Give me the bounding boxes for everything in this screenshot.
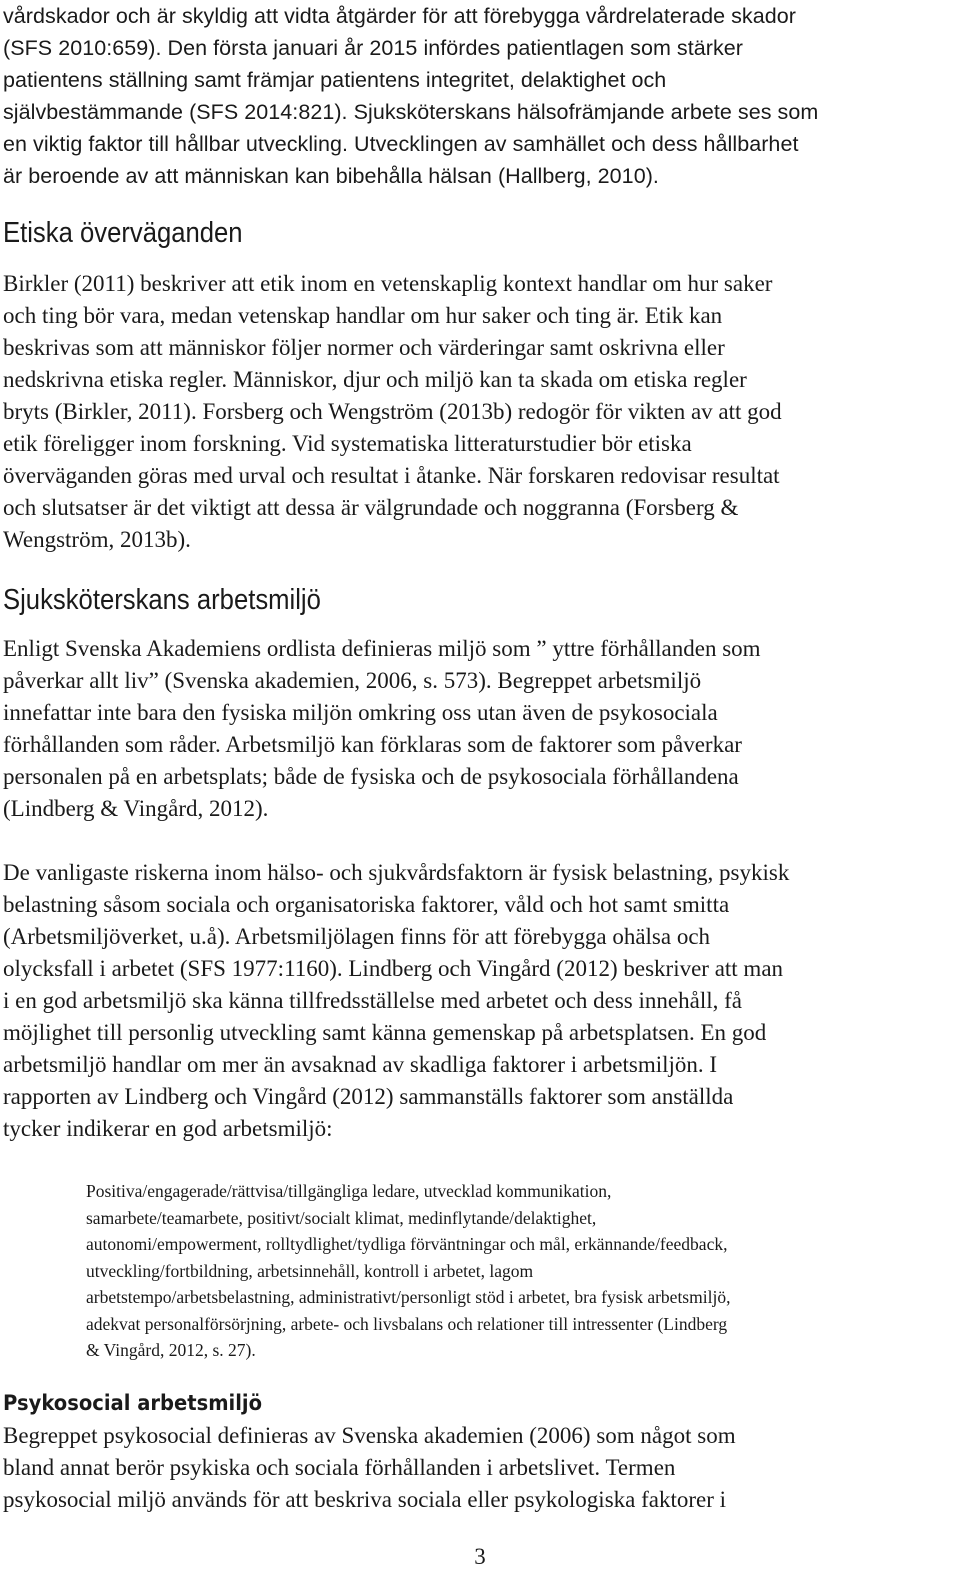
quote-line: adekvat personalförsörjning, arbete- och livsbalans och relationer till intressenter (Lindberg xyxy=(86,1313,728,1334)
quote-line: utveckling/fortbildning, arbetsinnehåll, kontroll i arbetet, lagom xyxy=(86,1260,534,1281)
work-environment-line: påverkar allt liv” (Svenska akademien, 2006, s. 573). Begreppet arbetsmiljö xyxy=(3,668,702,693)
psychosocial-line: bland annat berör psykiska och sociala förhållanden i arbetslivet. Termen xyxy=(3,1455,676,1480)
work-environment-line: möjlighet till personlig utveckling samt känna gemenskap på arbetsplatsen. En god xyxy=(3,1020,767,1045)
work-environment-line: De vanligaste riskerna inom hälso- och sjukvårdsfaktorn är fysisk belastning, psykisk xyxy=(3,860,790,885)
ethics-line: etik föreligger inom forskning. Vid systematiska litteraturstudier bör etiska xyxy=(3,431,692,456)
intro-line: (SFS 2010:659). Den första januari år 2015 infördes patientlagen som stärker xyxy=(3,36,743,60)
intro-paragraph xyxy=(3,0,955,192)
work-environment-line: arbetsmiljö handlar om mer än avsaknad av skadliga faktorer i arbetsmiljön. I xyxy=(3,1052,718,1077)
section-heading-work-environment: Sjuksköterskans arbetsmiljö xyxy=(3,584,321,616)
quote-line: autonomi/empowerment, rolltydlighet/tydliga förväntningar och mål, erkännande/feedback, xyxy=(86,1234,728,1254)
intro-line: vårdskador och är skyldig att vidta åtgärder för att förebygga vårdrelaterade skador xyxy=(3,4,796,28)
ethics-line: Wengström, 2013b). xyxy=(3,527,191,552)
work-environment-line: olycksfall i arbetet (SFS 1977:1160). Lindberg och Vingård (2012) beskriver att man xyxy=(3,956,784,981)
ethics-line: nedskrivna etiska regler. Människor, djur och miljö kan ta skada om etiska regler xyxy=(3,367,747,392)
work-environment-line: personalen på en arbetsplats; både de fysiska och de psykosociala förhållandena xyxy=(3,764,739,789)
work-environment-paragraph-2 xyxy=(3,857,955,1145)
block-quote xyxy=(86,1178,954,1364)
intro-line: är beroende av att människan kan bibehålla hälsan (Hallberg, 2010). xyxy=(3,164,659,188)
ethics-line: beskrivas som att människor följer normer och värderingar samt oskrivna eller xyxy=(3,335,725,360)
intro-line: en viktig faktor till hållbar utveckling. Utvecklingen av samhället och dess hållbarhet xyxy=(3,132,799,156)
psychosocial-paragraph xyxy=(3,1420,955,1516)
work-environment-line: (Arbetsmiljöverket, u.å). Arbetsmiljölagen finns för att förebygga ohälsa och xyxy=(3,924,711,949)
ethics-line: bryts (Birkler, 2011). Forsberg och Wengström (2013b) redogör för vikten av att god xyxy=(3,399,782,424)
quote-line: Positiva/engagerade/rättvisa/tillgängliga ledare, utvecklad kommunikation, xyxy=(86,1181,612,1201)
work-environment-line: belastning såsom sociala och organisatoriska faktorer, våld och hot samt smitta xyxy=(3,892,730,917)
quote-line: samarbete/teamarbete, positivt/socialt klimat, medinflytande/delaktighet, xyxy=(86,1207,597,1228)
work-environment-paragraph-1 xyxy=(3,633,955,825)
ethics-line: Birkler (2011) beskriver att etik inom en vetenskaplig kontext handlar om hur saker xyxy=(3,271,773,296)
psychosocial-line: psykosocial miljö används för att beskriva sociala eller psykologiska faktorer i xyxy=(3,1487,727,1512)
intro-line: patientens ställning samt främjar patientens integritet, delaktighet och xyxy=(3,68,667,92)
ethics-paragraph xyxy=(3,268,955,556)
ethics-line: och slutsatser är det viktigt att dessa är välgrundade och noggranna (Forsberg & xyxy=(3,495,739,520)
work-environment-line: Enligt Svenska Akademiens ordlista definieras miljö som ” yttre förhållanden som xyxy=(3,636,761,661)
quote-line: & Vingård, 2012, s. 27). xyxy=(86,1340,256,1360)
work-environment-line: innefattar inte bara den fysiska miljön omkring oss utan även de psykosociala xyxy=(3,700,718,725)
quote-line: arbetstempo/arbetsbelastning, administrativt/personligt stöd i arbetet, bra fysisk arbetsmiljö, xyxy=(86,1287,731,1307)
work-environment-line: tycker indikerar en god arbetsmiljö: xyxy=(3,1116,333,1141)
ethics-line: och ting bör vara, medan vetenskap handlar om hur saker och ting är. Etik kan xyxy=(3,303,723,328)
work-environment-line: (Lindberg & Vingård, 2012). xyxy=(3,796,269,821)
work-environment-line: rapporten av Lindberg och Vingård (2012) sammanställs faktorer som anställda xyxy=(3,1084,734,1109)
intro-line: självbestämmande (SFS 2014:821). Sjuksköterskans hälsofrämjande arbete ses som xyxy=(3,100,819,124)
work-environment-line: förhållanden som råder. Arbetsmiljö kan förklaras som de faktorer som påverkar xyxy=(3,732,742,757)
page-number: 3 xyxy=(474,1544,486,1569)
work-environment-line: i en god arbetsmiljö ska känna tillfredsställelse med arbetet och dess innehåll, få xyxy=(3,988,742,1013)
psychosocial-line: Begreppet psykosocial definieras av Svenska akademien (2006) som något som xyxy=(3,1423,736,1448)
section-heading-ethics: Etiska överväganden xyxy=(3,217,243,249)
subsection-heading-psychosocial: Psykosocial arbetsmiljö xyxy=(3,1391,263,1415)
ethics-line: överväganden göras med urval och resultat i åtanke. När forskaren redovisar resultat xyxy=(3,463,780,488)
